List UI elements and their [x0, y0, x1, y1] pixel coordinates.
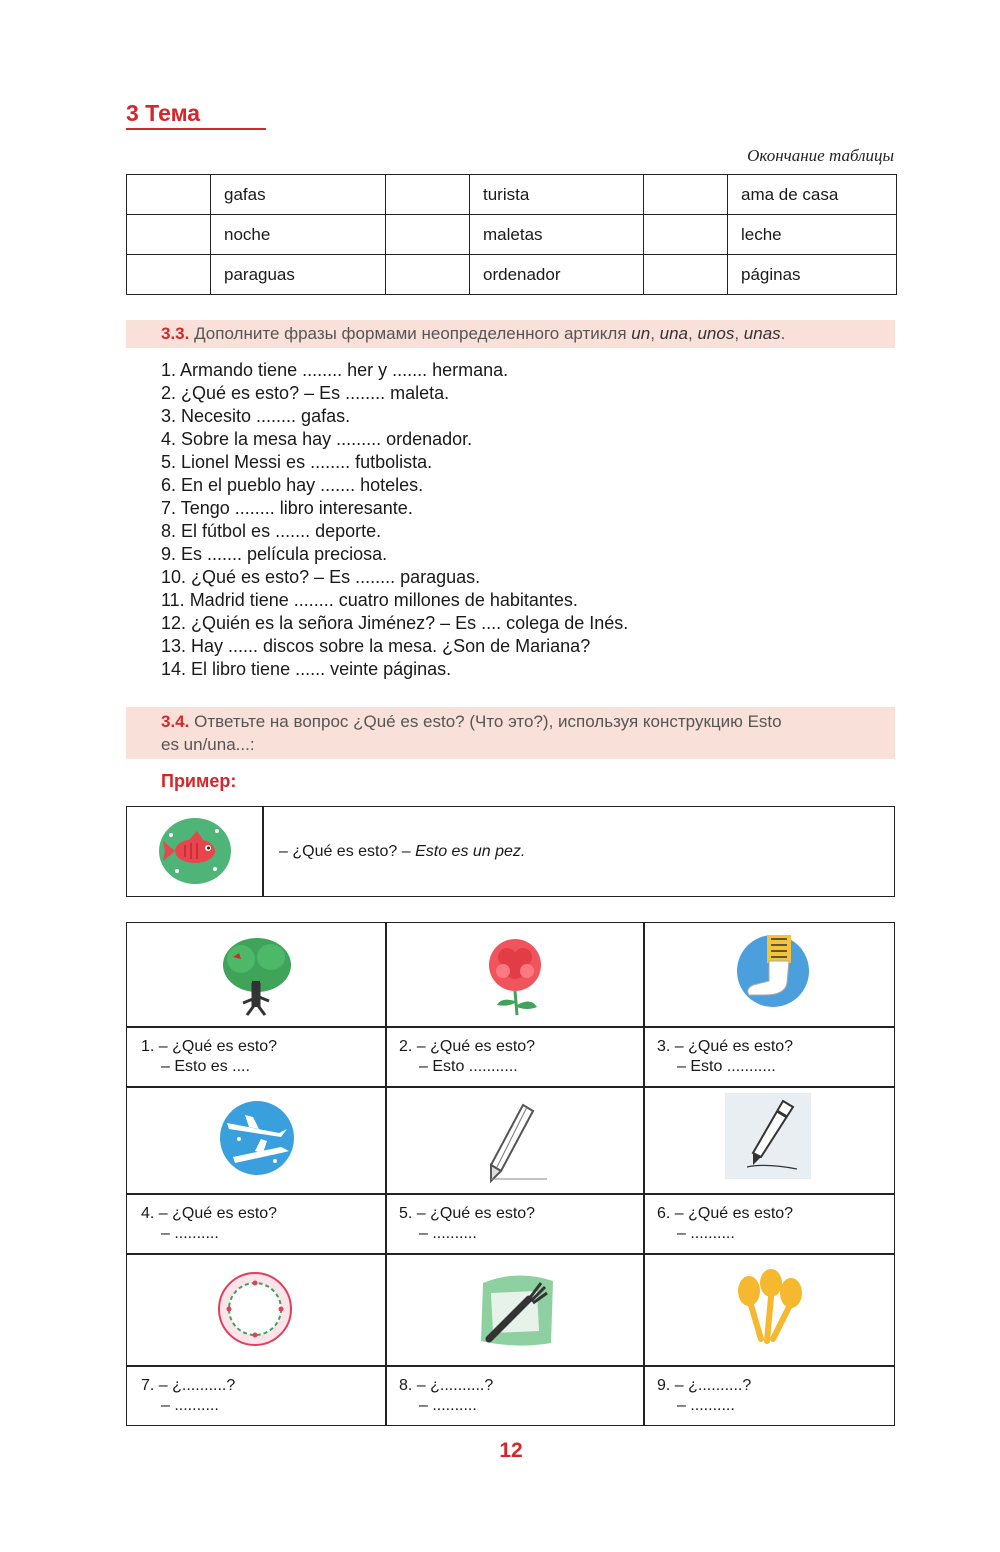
word-cell: ama de casa — [728, 175, 897, 215]
separator: , — [688, 324, 698, 343]
table-row — [127, 175, 897, 215]
task-text: Ответьте на вопрос ¿Qué es esto? (Что это?), используя конструкцию Esto — [194, 712, 782, 731]
topic-title: 3 Тема — [126, 100, 201, 126]
article-blank-cell — [644, 215, 728, 255]
question-text: 7. – ¿..........? — [141, 1377, 236, 1394]
article-blank-cell — [127, 215, 211, 255]
task-line-1 — [161, 710, 895, 733]
example-box — [126, 806, 895, 897]
question-cell — [657, 1037, 793, 1077]
article-blank-cell — [386, 255, 470, 295]
list-item: 7. Tengo ........ libro interesante. — [161, 498, 413, 518]
divider — [127, 1253, 894, 1255]
question-text: 5. – ¿Qué es esto? — [399, 1205, 536, 1222]
table-row — [127, 255, 897, 295]
list-item: 9. Es ....... película preciosa. — [161, 544, 388, 564]
spoons-icon — [731, 1267, 807, 1347]
task-3-4-instruction — [126, 707, 895, 759]
task-number: 3.4. — [161, 712, 190, 731]
question-text: 1. – ¿Qué es esto? — [141, 1038, 278, 1055]
question-cell — [399, 1376, 493, 1416]
pen-icon — [725, 1093, 811, 1179]
task-line-2: es un/una...: — [161, 735, 255, 754]
plate-icon — [215, 1269, 295, 1349]
example-text — [279, 843, 525, 861]
tree-icon — [219, 933, 295, 1017]
page-number: 12 — [499, 1439, 523, 1462]
article-unos: unos — [697, 324, 735, 343]
sentence-list — [161, 359, 628, 681]
topic-underline — [126, 128, 266, 130]
question-text: 6. – ¿Qué es esto? — [657, 1205, 794, 1222]
flower-icon — [477, 935, 553, 1017]
question-text: 3. – ¿Qué es esto? — [657, 1038, 794, 1055]
article-blank-cell — [127, 175, 211, 215]
article-blank-cell — [644, 255, 728, 295]
list-item: 1. Armando tiene ........ her y ....... hermana. — [161, 360, 509, 380]
fork-icon — [477, 1269, 557, 1349]
list-item: 2. ¿Qué es esto? – Es ........ maleta. — [161, 383, 450, 403]
table-continuation-label: Окончание таблицы — [747, 146, 894, 165]
article-un: un — [631, 324, 651, 343]
word-cell: turista — [470, 175, 644, 215]
answer-blank: – .......... — [161, 1225, 219, 1242]
question-cell — [657, 1376, 751, 1416]
word-cell: páginas — [728, 255, 897, 295]
period: . — [780, 324, 786, 343]
airplanes-icon — [219, 1099, 295, 1177]
word-cell: noche — [211, 215, 386, 255]
list-item: 10. ¿Qué es esto? – Es ........ paraguas. — [161, 567, 481, 587]
word-cell: maletas — [470, 215, 644, 255]
foot-icon — [735, 933, 811, 1009]
divider — [127, 1193, 894, 1195]
question-cell — [141, 1204, 277, 1244]
answer-blank: – .......... — [419, 1397, 477, 1414]
divider — [643, 923, 645, 1425]
picture-grid — [126, 922, 895, 1426]
answer-blank: – .......... — [419, 1225, 477, 1242]
list-item: 3. Necesito ........ gafas. — [161, 406, 351, 426]
question-cell — [399, 1204, 535, 1244]
list-item: 11. Madrid tiene ........ cuatro millones de habitantes. — [161, 590, 578, 610]
separator: , — [650, 324, 660, 343]
question-cell — [657, 1204, 793, 1244]
answer-blank: – .......... — [677, 1225, 735, 1242]
task-number: 3.3. — [161, 324, 190, 343]
article-blank-cell — [644, 175, 728, 215]
separator: , — [734, 324, 744, 343]
list-item: 4. Sobre la mesa hay ......... ordenador. — [161, 429, 473, 449]
list-item: 14. El libro tiene ...... veinte páginas. — [161, 659, 452, 679]
article-una: una — [659, 324, 689, 343]
question-cell — [141, 1037, 277, 1077]
question-text: 4. – ¿Qué es esto? — [141, 1205, 278, 1222]
list-item: 12. ¿Quién es la señora Jiménez? – Es .... colega de Inés. — [161, 613, 629, 633]
article-blank-cell — [386, 175, 470, 215]
list-item: 8. El fútbol es ....... deporte. — [161, 521, 382, 541]
article-blank-cell — [386, 215, 470, 255]
divider — [127, 1026, 894, 1028]
example-question: – ¿Qué es esto? – — [279, 843, 416, 860]
task-text: Дополните фразы формами неопределенного артикля — [194, 324, 627, 343]
question-text: 8. – ¿..........? — [399, 1377, 494, 1394]
answer-blank: – Esto ........... — [677, 1058, 776, 1075]
word-cell: ordenador — [470, 255, 644, 295]
answer-blank: – .......... — [161, 1397, 219, 1414]
list-item: 5. Lionel Messi es ........ futbolista. — [161, 452, 433, 472]
question-text: 2. – ¿Qué es esto? — [399, 1038, 536, 1055]
question-cell — [141, 1376, 235, 1416]
word-cell: gafas — [211, 175, 386, 215]
answer-blank: – .......... — [677, 1397, 735, 1414]
question-cell — [399, 1037, 535, 1077]
word-cell: paraguas — [211, 255, 386, 295]
article-blank-cell — [127, 255, 211, 295]
task-3-3-instruction — [126, 320, 895, 348]
divider — [262, 807, 264, 896]
example-label: Пример: — [161, 771, 237, 791]
list-item: 13. Hay ...... discos sobre la mesa. ¿Son de Mariana? — [161, 636, 591, 656]
divider — [127, 1086, 894, 1088]
divider — [385, 923, 387, 1425]
list-item: 6. En el pueblo hay ....... hoteles. — [161, 475, 424, 495]
table-row — [127, 215, 897, 255]
article-unas: unas — [743, 324, 781, 343]
word-cell: leche — [728, 215, 897, 255]
answer-blank: – Esto ........... — [419, 1058, 518, 1075]
divider — [127, 1365, 894, 1367]
example-answer: Esto es un pez. — [415, 843, 526, 860]
fish-icon — [157, 817, 233, 885]
answer-blank: – Esto es .... — [161, 1058, 250, 1075]
vocabulary-table — [126, 174, 897, 295]
question-text: 9. – ¿..........? — [657, 1377, 752, 1394]
pencil-icon — [477, 1101, 553, 1187]
